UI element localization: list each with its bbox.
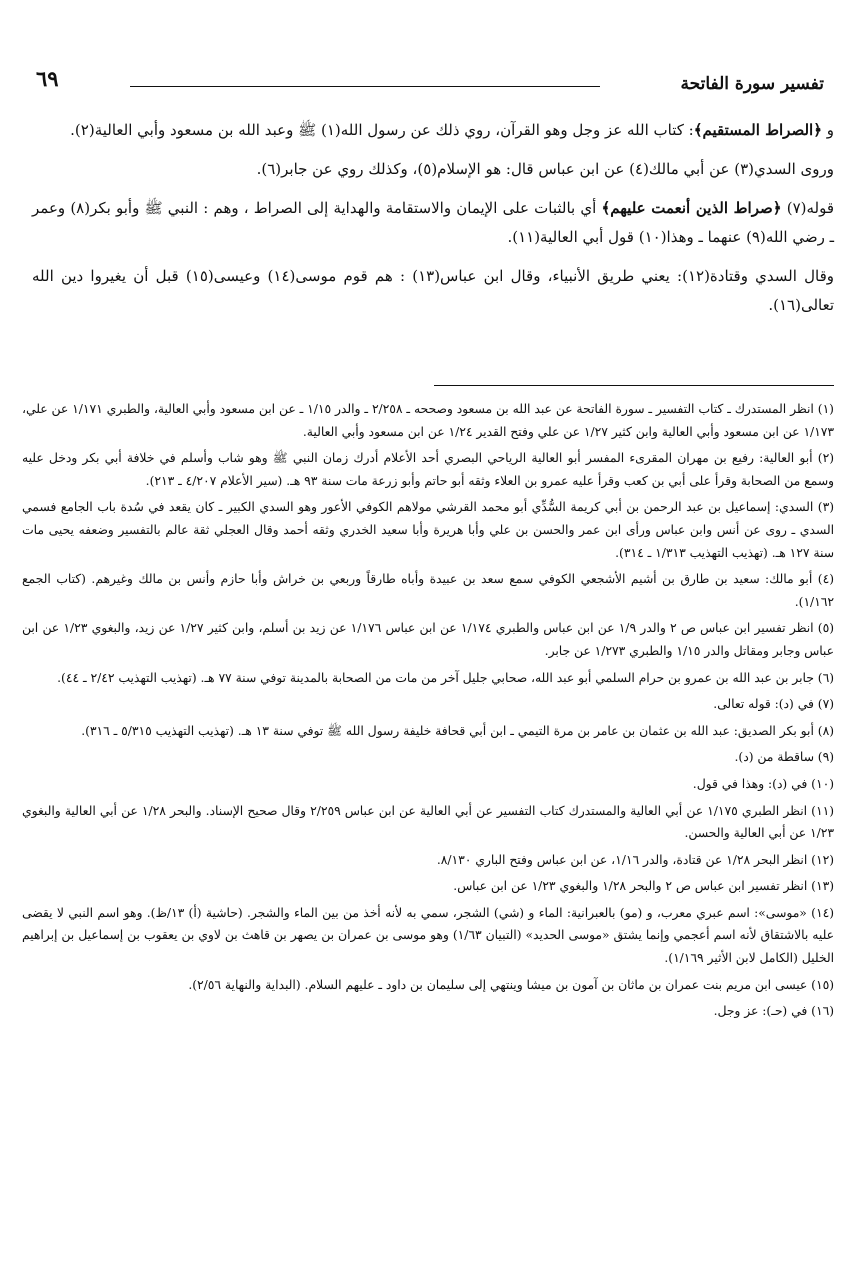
footnote-7: (٧) في (د): قوله تعالى. bbox=[713, 697, 834, 712]
paragraph-text: أي بالثبات على الإيمان والاستقامة والهداية إلى الصراط ، وهم : النبي ﷺ وأبو بكر(٨) وعمر ـ رضي الله(٩) عنهما ـ وهذا(١٠) قول أبي العالية(١١). bbox=[32, 199, 834, 246]
paragraph-lead: و bbox=[821, 121, 834, 139]
quranic-term: ﴿الصراط المستقيم﴾ bbox=[693, 121, 822, 139]
footnote-5: (٥) انظر تفسير ابن عباس ص ٢ والدر ١/٩ عن ابن عباس والطبري ١/١٧٤ عن ابن عباس ١/١٧٦ عن زيد بن أسلم، وابن كثير ١/٢٧ عن زيد، والبغوي ١/٢٣ عن ابن عباس وجابر ومقاتل والدر ١/١٥ والطبري ١/٢٧٣ عن جابر. bbox=[22, 621, 835, 658]
footnote-divider bbox=[434, 385, 834, 386]
page-number: ٦٩ bbox=[36, 66, 59, 91]
footnotes bbox=[22, 398, 834, 1027]
quranic-term: ﴿صراط الذين أنعمت عليهم﴾ bbox=[601, 199, 782, 217]
footnote-4: (٤) أبو مالك: سعيد بن طارق بن أشيم الأشجعي الكوفي سمع سعد بن عبيدة وأباه طارقاً وربعي بن خراش وأبا حازم وأنس بن مالك وغيرهم. (كتاب الجمع ١/١٦٢). bbox=[22, 572, 834, 609]
main-paragraph bbox=[32, 116, 834, 145]
footnote-16: (١٦) في (حـ): عز وجل. bbox=[713, 1004, 834, 1019]
footnote-6: (٦) جابر بن عبد الله بن عمرو بن حرام السلمي أبو عبد الله، صحابي جليل آخر من مات من الصحابة بالمدينة توفي سنة ٧٧ هـ. (تهذيب التهذيب ٢/٤٢ ـ ٤٤). bbox=[57, 670, 834, 685]
running-title: تفسير سورة الفاتحة bbox=[680, 74, 824, 94]
main-paragraph: وروى السدي(٣) عن أبي مالك(٤) عن ابن عباس قال: هو الإسلام(٥)، وكذلك روي عن جابر(٦). bbox=[256, 160, 834, 178]
main-text bbox=[32, 116, 834, 330]
paragraph-lead: قوله(٧) bbox=[781, 199, 835, 217]
footnote-10: (١٠) في (د): وهذا في قول. bbox=[692, 776, 834, 791]
main-paragraph bbox=[32, 194, 834, 252]
footnote-8: (٨) أبو بكر الصديق: عبد الله بن عثمان بن عامر بن مرة التيمي ـ ابن أبي قحافة خليفة رسول الله ﷺ توفي سنة ١٣ هـ. (تهذيب التهذيب ٥/٣١٥ ـ ٣١٦). bbox=[81, 723, 834, 738]
footnote-1: (١) انظر المستدرك ـ كتاب التفسير ـ سورة الفاتحة عن عبد الله بن مسعود وصححه ـ ٢/٢٥٨ ـ والدر ١/١٥ ـ عن ابن مسعود وأبي العالية، والطبري ١/١٧١ عن علي، ١/١٧٣ عن ابن مسعود وأبي العالية وابن كثير ١/٢٧ عن علي وفتح القدير ١/٢٤ عن ابن مسعود وأبي العالية. bbox=[22, 402, 834, 439]
footnote-12: (١٢) انظر البحر ١/٢٨ عن قتادة، والدر ١/١٦، عن ابن عباس وفتح الباري ٨/١٣٠. bbox=[436, 852, 834, 867]
footnote-2: (٢) أبو العالية: رفيع بن مهران المقرىء المفسر أبو العالية الرياحي البصري أحد الأعلام أدرك زمان النبي ﷺ وهو شاب وأسلم في خلافة أبي بكر ودخل عليه وسمع من الصحابة وقرأ على أبي بن كعب وقرأ عليه عمرو بن العلاء وثقه أبو حاتم وأبو زرعة مات سنة ٩٣ هـ. (سير الأعلام ٤/٢٠٧ ـ ٢١٣). bbox=[22, 451, 834, 488]
footnote-13: (١٣) انظر تفسير ابن عباس ص ٢ والبحر ١/٢٨ والبغوي ١/٢٣ عن ابن عباس. bbox=[453, 879, 834, 894]
footnote-11: (١١) انظر الطبري ١/١٧٥ عن أبي العالية والمستدرك كتاب التفسير عن أبي العالية عن ابن عباس ٢/٢٥٩ وقال صحيح الإسناد. والبحر ١/٢٨ عن أبي العالية والبغوي ١/٢٣ عن أبي العالية والحسن. bbox=[22, 803, 835, 841]
main-paragraph: وقال السدي وقتادة(١٢): يعني طريق الأنبياء، وقال ابن عباس(١٣) : هم قوم موسى(١٤) وعيسى(١٥) قبل أن يغيروا دين الله تعالى(١٦). bbox=[32, 267, 834, 314]
header-rule bbox=[130, 86, 600, 87]
page-header bbox=[22, 62, 832, 102]
footnote-9: (٩) ساقطة من (د). bbox=[734, 750, 834, 765]
paragraph-text: : كتاب الله عز وجل وهو القرآن، روي ذلك عن رسول الله(١) ﷺ وعبد الله بن مسعود وأبي العالية(٢). bbox=[70, 121, 694, 139]
footnote-14: (١٤) «موسى»: اسم عبري معرب، و (مو) بالعبرانية: الماء و (شي) الشجر، سمي به لأنه أخذ من بين الماء والشجر. (حاشية (أ) ١٣/ظ). وهو اسم النبي لا يقضى عليه بالاشتقاق لأنه اسم أعجمي وإنما يشتق «موسى الحديد» (التبيان ١/٦٣) وهو موسى بن عمران بن يصهر بن قاهث بن لاوي بن يعقوب بن إسماعيل بن إبراهيم الخليل (الكامل لابن الأثير ١/١٦٩). bbox=[22, 905, 834, 966]
footnote-3: (٣) السدي: إسماعيل بن عبد الرحمن بن أبي كريمة السُّدِّي أبو محمد القرشي مولاهم الكوفي الأعور وهو السدي الكبير ـ كان يقعد في سُدة باب الجامع فسمي السدي ـ روى عن أنس وابن عباس ورأى ابن عمر والحسن بن علي وأبا هريرة وأبا سعيد الخدري وثقه أحمد وقال العجلي ثقة عالم بالتفسير وضعفه يحيى مات سنة ١٢٧ هـ. (تهذيب التهذيب ١/٣١٣ ـ ٣١٤). bbox=[22, 500, 834, 560]
footnote-15: (١٥) عيسى ابن مريم بنت عمران بن ماثان بن آمون بن ميشا وينتهي إلى سليمان بن داود ـ عليهم السلام. (البداية والنهاية ٢/٥٦). bbox=[188, 977, 834, 992]
